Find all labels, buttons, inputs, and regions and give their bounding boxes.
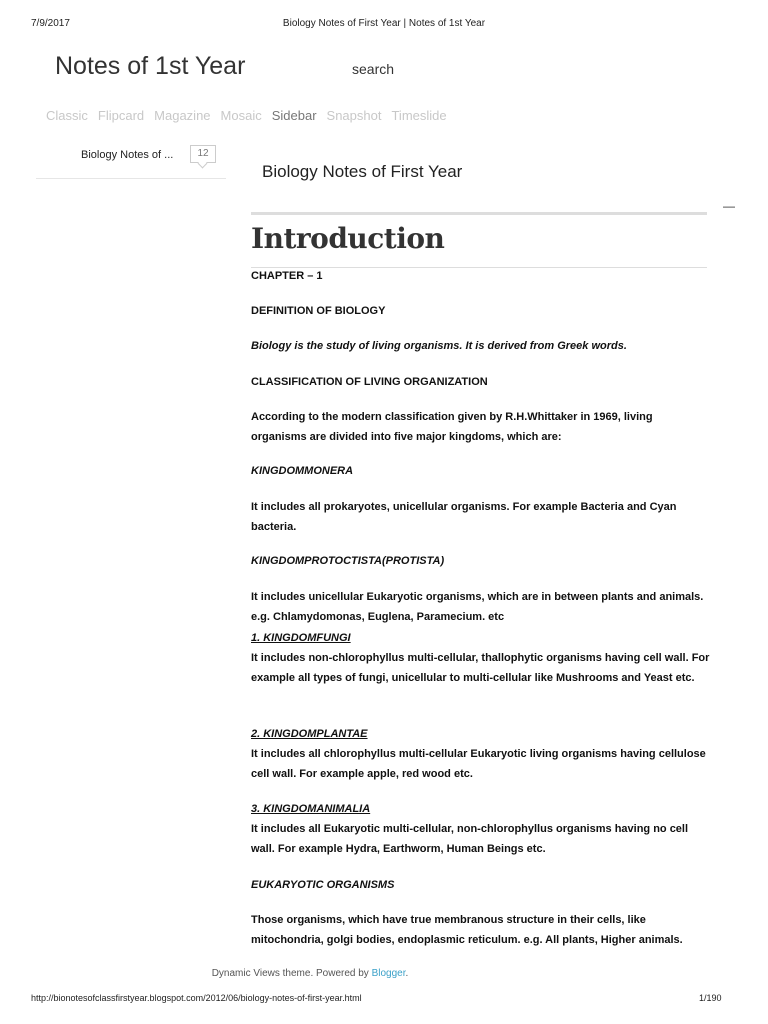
definition-heading: DEFINITION OF BIOLOGY: [251, 305, 386, 317]
protoctista-heading: KINGDOMPROTOCTISTA(PROTISTA): [251, 555, 445, 567]
tab-mosaic[interactable]: Mosaic: [220, 108, 262, 123]
fungi-text: It includes non-chlorophyllus multi-cellular, thallophytic organisms having cell wall. For example all types of fungi, unicellular to multi-cellular like Mushrooms and Yeast etc.: [251, 652, 710, 684]
print-title: Biology Notes of First Year | Notes of 1st Year: [282, 18, 486, 29]
plantae-heading: 2. KINGDOMPLANTAE: [251, 728, 368, 740]
comment-count-badge[interactable]: 12: [190, 145, 216, 163]
blog-title[interactable]: Notes of 1st Year: [55, 52, 246, 80]
animalia-text: It includes all Eukaryotic multi-cellular, non-chlorophyllus organisms having no cell wall. For example Hydra, Earthworm, Human Beings etc.: [251, 823, 689, 855]
print-url: http://bionotesofclassfirstyear.blogspot.com/2012/06/biology-notes-of-first-year.html: [31, 993, 362, 1003]
protoctista-text: It includes unicellular Eukaryotic organisms, which are in between plants and animals. e.g. Chlamydomonas, Euglena, Paramecium. etc: [251, 591, 704, 623]
footer-prefix: Dynamic Views theme. Powered by: [211, 968, 372, 979]
fungi-heading: 1. KINGDOMFUNGI: [251, 632, 351, 644]
tab-sidebar[interactable]: Sidebar: [271, 108, 317, 123]
tab-snapshot[interactable]: Snapshot: [326, 108, 382, 123]
monera-heading: KINGDOMMONERA: [251, 465, 354, 477]
classification-heading: CLASSIFICATION OF LIVING ORGANIZATION: [251, 376, 488, 388]
tab-classic[interactable]: Classic: [46, 108, 88, 123]
minimize-icon[interactable]: —: [723, 199, 735, 213]
animalia-heading: 3. KINGDOMANIMALIA: [251, 803, 371, 815]
theme-footer: [0, 968, 620, 979]
definition-text: Biology is the study of living organisms. It is derived from Greek words.: [251, 340, 627, 352]
monera-text: It includes all prokaryotes, unicellular organisms. For example Bacteria and Cyan bacteria.: [251, 501, 677, 533]
footer-suffix: .: [405, 968, 409, 979]
sidebar-item-label: Biology Notes of ...: [81, 149, 174, 161]
introduction-heading: Introduction: [251, 222, 445, 255]
print-date: 7/9/2017: [31, 18, 70, 29]
tab-flipcard[interactable]: Flipcard: [97, 108, 145, 123]
eukaryotic-heading: EUKARYOTIC ORGANISMS: [251, 879, 395, 891]
print-page-number: 1/190: [699, 993, 722, 1003]
blogger-link[interactable]: Blogger: [371, 968, 406, 979]
search-input[interactable]: search: [352, 61, 395, 77]
tab-timeslide[interactable]: Timeslide: [391, 108, 447, 123]
title-divider: [251, 212, 707, 215]
tab-magazine[interactable]: Magazine: [154, 108, 211, 123]
classification-text: According to the modern classification given by R.H.Whittaker in 1969, living organisms are divided into five major kingdoms, which are:: [251, 411, 653, 443]
eukaryotic-text: Those organisms, which have true membranous structure in their cells, like mitochondria, golgi bodies, endoplasmic reticulum. e.g. All plants, Higher animals.: [251, 914, 683, 946]
view-tabs: [46, 108, 457, 123]
plantae-text: It includes all chlorophyllus multi-cellular Eukaryotic living organisms having cellulose cell wall. For example apple, red wood etc.: [251, 748, 706, 780]
sidebar-item-biology-notes[interactable]: [36, 140, 226, 179]
post-title: Biology Notes of First Year: [262, 162, 463, 181]
chapter-label: CHAPTER – 1: [251, 270, 323, 282]
